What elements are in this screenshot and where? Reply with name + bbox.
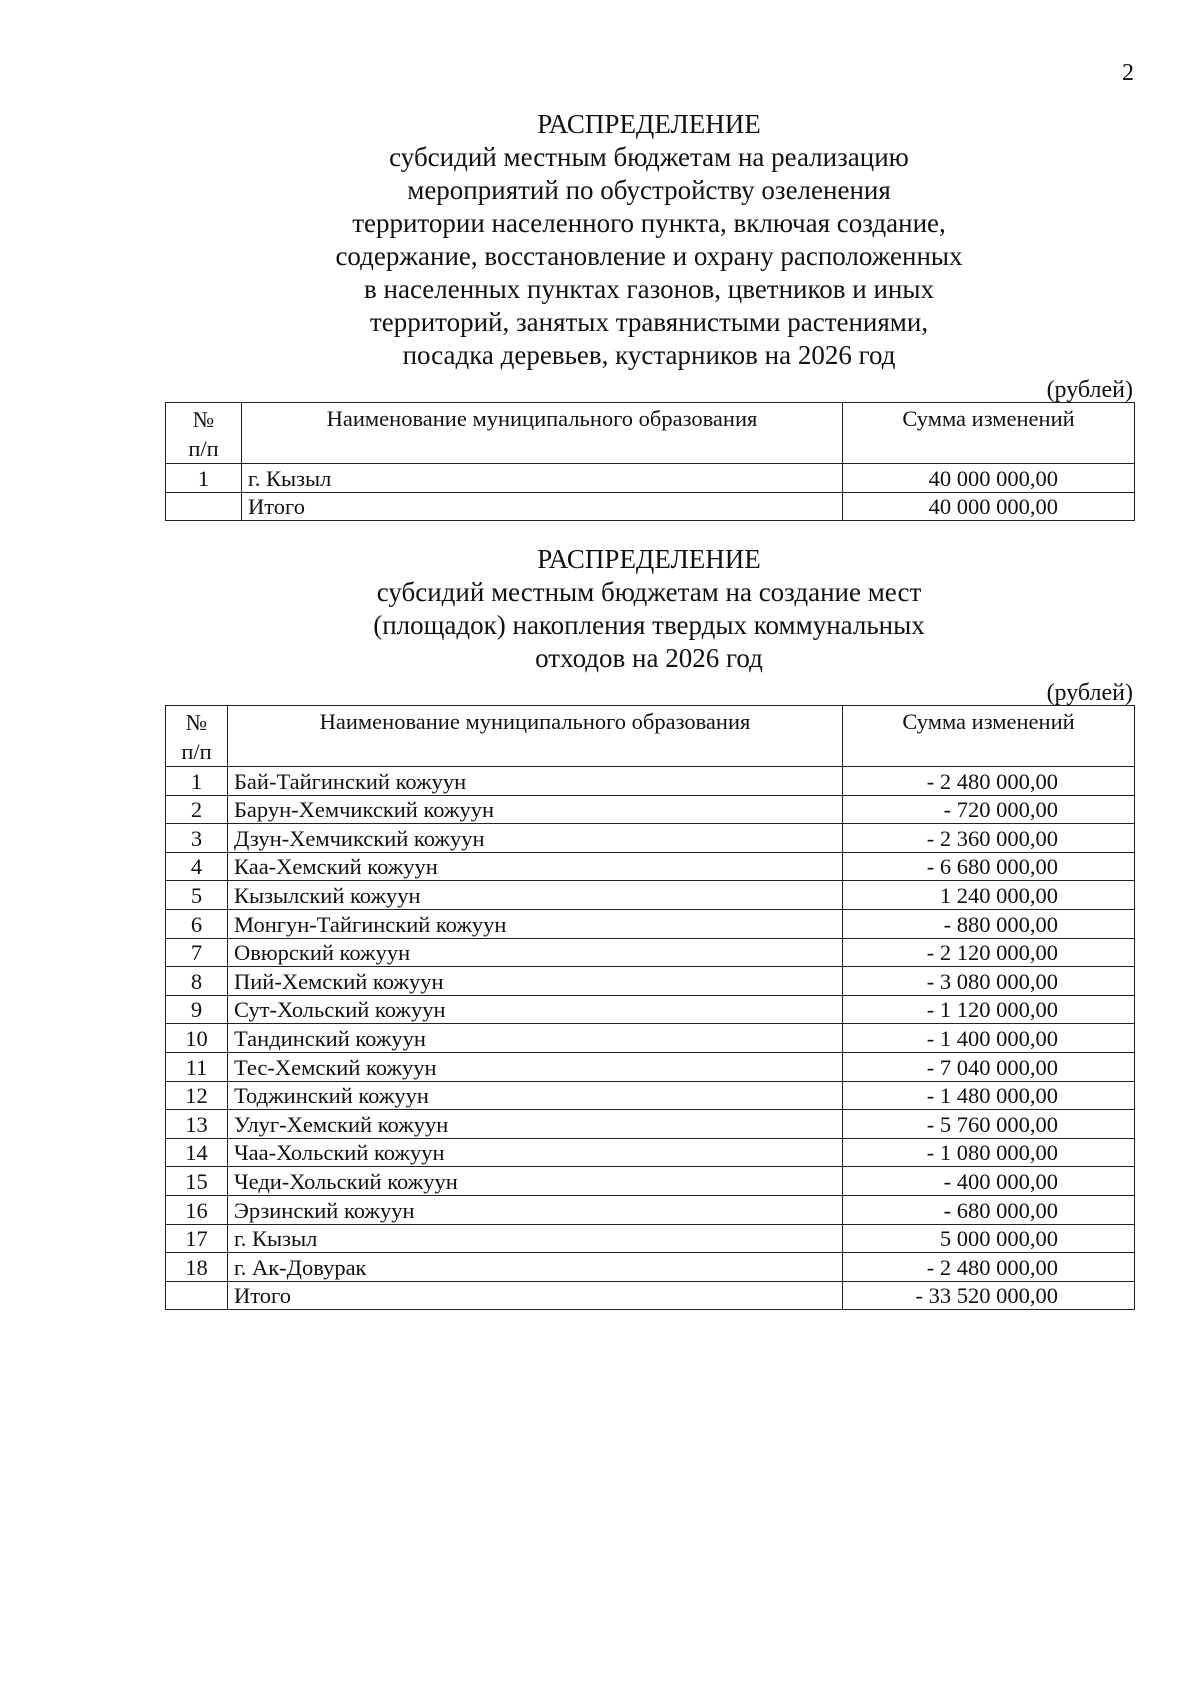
row-sum: - 1 080 000,00 xyxy=(843,1138,1135,1167)
table-header-row xyxy=(166,403,1135,464)
table-row xyxy=(166,967,1135,996)
row-number: 16 xyxy=(166,1195,228,1224)
table-row xyxy=(166,824,1135,853)
section-subtitle-line: субсидий местным бюджетам на реализацию xyxy=(389,142,909,172)
row-sum: - 1 480 000,00 xyxy=(843,1081,1135,1110)
table-row xyxy=(166,1224,1135,1253)
row-sum: - 400 000,00 xyxy=(843,1167,1135,1196)
table-row xyxy=(166,909,1135,938)
row-number: 12 xyxy=(166,1081,228,1110)
table-row xyxy=(166,1081,1135,1110)
distribution-section-waste xyxy=(165,543,1133,1310)
row-number: 9 xyxy=(166,995,228,1024)
section-heading xyxy=(165,108,1133,372)
row-sum: - 5 760 000,00 xyxy=(843,1110,1135,1139)
row-municipality: Кызылский кожуун xyxy=(228,881,843,910)
unit-label: (рублей) xyxy=(1046,377,1133,403)
section-subtitle-line: содержание, восстановление и охрану расположенных xyxy=(335,241,963,271)
header-number-abbr: п/п xyxy=(181,739,212,764)
row-municipality: г. Кызыл xyxy=(242,464,843,493)
distribution-table xyxy=(165,705,1135,1310)
row-sum: - 2 480 000,00 xyxy=(843,1253,1135,1282)
row-sum: - 2 480 000,00 xyxy=(843,767,1135,796)
row-municipality: Улуг-Хемский кожуун xyxy=(228,1110,843,1139)
distribution-table xyxy=(165,402,1135,521)
table-row xyxy=(166,1195,1135,1224)
row-municipality: Чеди-Хольский кожуун xyxy=(228,1167,843,1196)
table-row xyxy=(166,1167,1135,1196)
row-sum: - 1 120 000,00 xyxy=(843,995,1135,1024)
row-sum: 1 240 000,00 xyxy=(843,881,1135,910)
table-header-row xyxy=(166,706,1135,767)
row-number: 13 xyxy=(166,1110,228,1139)
total-number-cell xyxy=(166,492,242,521)
row-number: 10 xyxy=(166,1024,228,1053)
row-sum: - 680 000,00 xyxy=(843,1195,1135,1224)
row-sum: - 720 000,00 xyxy=(843,795,1135,824)
row-municipality: Монгун-Тайгинский кожуун xyxy=(228,909,843,938)
row-municipality: Тес-Хемский кожуун xyxy=(228,1052,843,1081)
row-sum: - 7 040 000,00 xyxy=(843,1052,1135,1081)
row-sum: - 1 400 000,00 xyxy=(843,1024,1135,1053)
section-title: РАСПРЕДЕЛЕНИЕ xyxy=(537,544,761,574)
table-row xyxy=(166,1253,1135,1282)
row-sum: - 2 360 000,00 xyxy=(843,824,1135,853)
row-municipality: Сут-Хольский кожуун xyxy=(228,995,843,1024)
row-municipality: Тандинский кожуун xyxy=(228,1024,843,1053)
table-row xyxy=(166,852,1135,881)
row-sum: - 3 080 000,00 xyxy=(843,967,1135,996)
table-total-row xyxy=(166,492,1135,521)
unit-label: (рублей) xyxy=(1046,680,1133,706)
row-number: 1 xyxy=(166,767,228,796)
row-municipality: Пий-Хемский кожуун xyxy=(228,967,843,996)
row-number: 15 xyxy=(166,1167,228,1196)
header-number xyxy=(166,403,242,464)
header-number xyxy=(166,706,228,767)
distribution-section-greening xyxy=(165,108,1133,521)
row-sum: - 2 120 000,00 xyxy=(843,938,1135,967)
header-municipality: Наименование муниципального образования xyxy=(228,706,843,767)
section-title: РАСПРЕДЕЛЕНИЕ xyxy=(537,109,761,139)
row-number: 5 xyxy=(166,881,228,910)
table-row xyxy=(166,938,1135,967)
row-municipality: Дзун-Хемчикский кожуун xyxy=(228,824,843,853)
row-municipality: Чаа-Хольский кожуун xyxy=(228,1138,843,1167)
table-body xyxy=(166,767,1135,1282)
row-municipality: Каа-Хемский кожуун xyxy=(228,852,843,881)
table-row xyxy=(166,1052,1135,1081)
row-municipality: Барун-Хемчикский кожуун xyxy=(228,795,843,824)
row-municipality: Эрзинский кожуун xyxy=(228,1195,843,1224)
header-number-symbol: № xyxy=(192,407,215,432)
row-number: 7 xyxy=(166,938,228,967)
table-row xyxy=(166,1138,1135,1167)
total-number-cell xyxy=(166,1281,228,1310)
table-row xyxy=(166,795,1135,824)
row-number: 14 xyxy=(166,1138,228,1167)
row-number: 11 xyxy=(166,1052,228,1081)
section-subtitle-line: в населенных пунктах газонов, цветников и иных xyxy=(364,274,934,304)
header-sum: Сумма изменений xyxy=(843,706,1135,767)
section-subtitle-line: территории населенного пункта, включая создание, xyxy=(352,208,946,238)
row-number: 6 xyxy=(166,909,228,938)
row-number: 8 xyxy=(166,967,228,996)
row-municipality: Бай-Тайгинский кожуун xyxy=(228,767,843,796)
header-number-abbr: п/п xyxy=(188,436,219,461)
header-municipality: Наименование муниципального образования xyxy=(242,403,843,464)
table-total-row xyxy=(166,1281,1135,1310)
row-municipality: Тоджинский кожуун xyxy=(228,1081,843,1110)
section-subtitle-line: мероприятий по обустройству озеленения xyxy=(407,175,891,205)
table-row xyxy=(166,767,1135,796)
row-number: 17 xyxy=(166,1224,228,1253)
table-row xyxy=(166,464,1135,493)
row-municipality: г. Ак-Довурак xyxy=(228,1253,843,1282)
table-row xyxy=(166,995,1135,1024)
row-number: 18 xyxy=(166,1253,228,1282)
section-subtitle-line: отходов на 2026 год xyxy=(535,643,763,673)
row-municipality: г. Кызыл xyxy=(228,1224,843,1253)
row-number: 1 xyxy=(166,464,242,493)
total-label: Итого xyxy=(242,492,843,521)
row-municipality: Овюрский кожуун xyxy=(228,938,843,967)
row-sum: 40 000 000,00 xyxy=(843,464,1135,493)
row-number: 2 xyxy=(166,795,228,824)
row-sum: 5 000 000,00 xyxy=(843,1224,1135,1253)
page-number: 2 xyxy=(1122,60,1134,86)
row-sum: - 6 680 000,00 xyxy=(843,852,1135,881)
section-subtitle-line: (площадок) накопления твердых коммунальных xyxy=(373,610,925,640)
total-sum: 40 000 000,00 xyxy=(843,492,1135,521)
table-row xyxy=(166,1024,1135,1053)
section-subtitle-line: территорий, занятых травянистыми растениями, xyxy=(369,307,929,337)
section-heading xyxy=(165,543,1133,675)
section-subtitle-line: субсидий местным бюджетам на создание мест xyxy=(376,577,922,607)
header-number-symbol: № xyxy=(185,710,208,735)
total-label: Итого xyxy=(228,1281,843,1310)
section-subtitle-line: посадка деревьев, кустарников на 2026 год xyxy=(402,340,896,370)
row-number: 3 xyxy=(166,824,228,853)
row-sum: - 880 000,00 xyxy=(843,909,1135,938)
table-row xyxy=(166,1110,1135,1139)
header-sum: Сумма изменений xyxy=(843,403,1135,464)
total-sum: - 33 520 000,00 xyxy=(843,1281,1135,1310)
table-row xyxy=(166,881,1135,910)
row-number: 4 xyxy=(166,852,228,881)
